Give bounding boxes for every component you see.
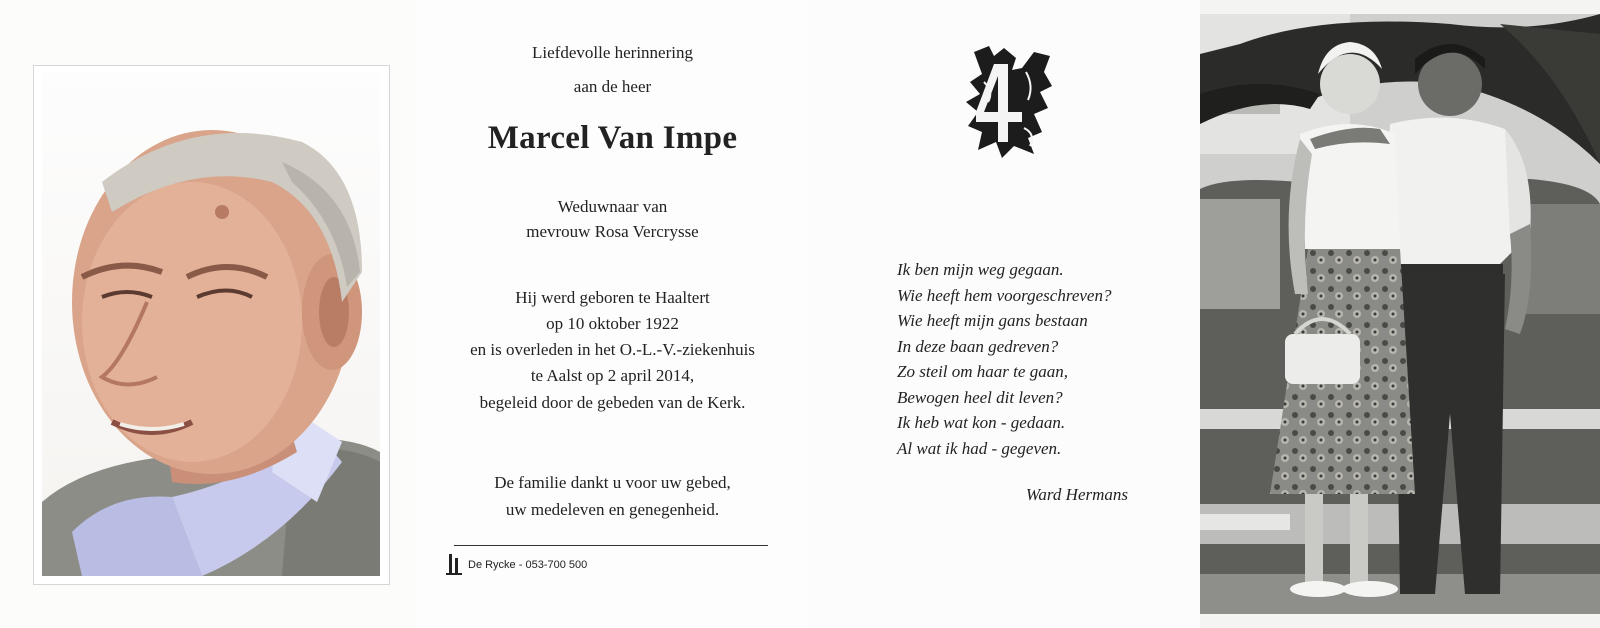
widower-line-2: mevrouw Rosa Vercrysse <box>526 222 699 241</box>
portrait-photo <box>42 72 380 576</box>
intro-line-1: Liefdevolle herinnering <box>532 43 693 62</box>
poem-author: Ward Hermans <box>1025 485 1128 504</box>
bio-line: begeleid door de gebeden van de Kerk. <box>479 393 746 412</box>
thanks-line-1: De familie dankt u voor uw gebed, <box>494 473 731 492</box>
portrait-panel <box>0 0 415 628</box>
poem-line: Al wat ik had - gegeven. <box>897 438 1062 458</box>
vintage-couple-photo-image <box>1200 14 1600 614</box>
poem-panel <box>810 0 1200 628</box>
heraldic-crest-icon <box>964 42 1054 160</box>
printer-footer-text: De Rycke - 053-700 500 <box>468 559 588 571</box>
poem-line: Ik ben mijn weg gegaan. <box>897 260 1064 279</box>
bio-line: Hij werd geboren te Haaltert <box>515 288 710 307</box>
printer-logo-icon <box>446 553 462 577</box>
poem <box>897 257 1111 461</box>
poem-line: Bewogen heel dit leven? <box>897 387 1063 407</box>
poem-line: Wie heeft mijn gans bestaan <box>897 311 1088 330</box>
poem-line: In deze baan gedreven? <box>897 336 1059 356</box>
intro-line-2: aan de heer <box>573 77 652 96</box>
bio-line: te Aalst op 2 april 2014, <box>530 366 695 385</box>
poem-line: Wie heeft hem voorgeschreven? <box>897 285 1112 305</box>
bio-line: op 10 oktober 1922 <box>546 314 679 333</box>
divider <box>454 545 768 546</box>
poem-line: Ik heb wat kon - gedaan. <box>897 413 1066 432</box>
couple-photo <box>1200 14 1600 614</box>
couple-photo-panel <box>1200 0 1600 628</box>
widower-line-1: Weduwnaar van <box>557 197 668 216</box>
poem-line: Zo steil om haar te gaan, <box>897 362 1068 381</box>
deceased-name: Marcel Van Impe <box>487 120 738 156</box>
bio-line: en is overleden in het O.-L.-V.-ziekenhuis <box>470 340 755 359</box>
elderly-man-portrait-image <box>42 72 380 576</box>
printer-footer <box>446 553 587 577</box>
announcement-panel <box>415 0 810 628</box>
thanks-line-2: uw medeleven en genegenheid. <box>505 500 720 519</box>
portrait-frame <box>33 65 390 585</box>
